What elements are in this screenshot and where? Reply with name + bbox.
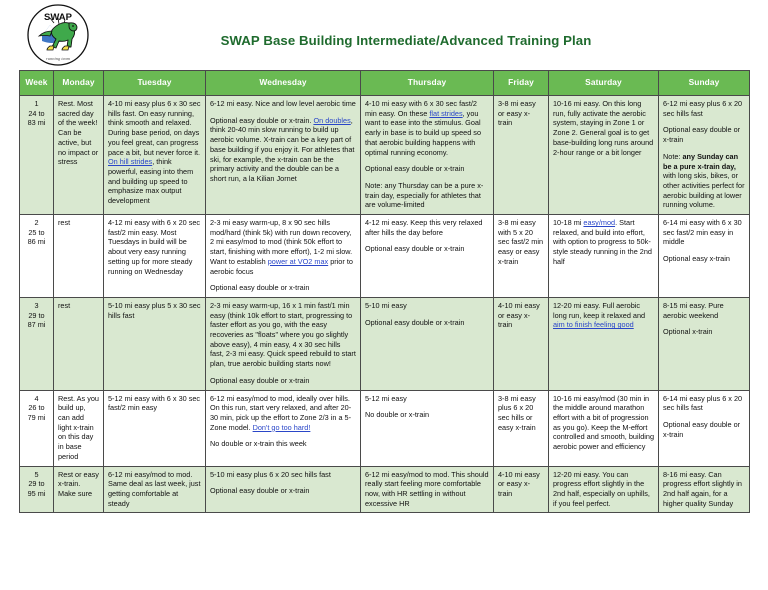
column-header-thursday: Thursday (361, 71, 494, 96)
week-mileage-low: 29 to (28, 310, 45, 320)
week-mileage-low: 25 to (28, 227, 45, 237)
saturday-text: 10-16 mi easy/mod (30 min in the middle around marathon effort with a bit of progression as you go). Keep the M-effort controlled and smooth, building aerobic power and efficiency (553, 393, 655, 452)
sunday-text-2: Optional easy double or x-train (663, 125, 741, 145)
sunday-note-emphasis: any Sunday can be a pure x-train day, (663, 151, 739, 171)
wednesday-cell (206, 297, 361, 390)
wednesday-text-1 (210, 218, 356, 276)
tuesday-text: 5-12 mi easy with 6 x 30 sec fast/2 min easy (108, 393, 201, 413)
sunday-text-1: 6-12 mi easy plus 6 x 20 sec hills fast (663, 99, 743, 118)
saturday-text (553, 301, 654, 330)
sunday-note-rest: with long skis, bikes, or other activities perfect for aerobic building at lower running volume. (663, 171, 745, 210)
friday-text: 4-10 mi easy or easy x-train (498, 300, 540, 330)
wednesday-text-1b: prior to aerobic focus (210, 256, 353, 276)
week-number: 5 (34, 469, 39, 479)
friday-cell (494, 215, 549, 298)
thursday-text-3: Note: any Thursday can be a pure x-train day, especially for athletes that are volume-limited (365, 180, 484, 210)
column-header-sunday: Sunday (659, 71, 750, 96)
wednesday-text-2: Optional easy double or x-train (210, 283, 310, 293)
table-header (20, 71, 750, 96)
wednesday-text-2 (210, 116, 356, 184)
week-mileage-high: 86 mi (27, 237, 46, 247)
dont-go-too-hard-link[interactable]: Don't go too hard! (252, 422, 311, 432)
saturday-text-a: 12-20 mi easy. Full aerobic long run, keep it relaxed and (553, 300, 646, 320)
week-cell (20, 96, 54, 215)
saturday-text-a: 10-18 mi (553, 218, 584, 228)
friday-text: 3-8 mi easy with 5 x 20 sec fast/2 min easy or easy x-train (498, 218, 544, 266)
tuesday-text-b: , think powerful, easing into them and building up speed to emphasize max output development (108, 157, 194, 206)
wednesday-text-2: Optional easy double or x-train (210, 486, 310, 496)
thursday-text-2: Optional easy double or x-train (365, 317, 465, 327)
week-mileage-low: 26 to (28, 403, 45, 413)
tuesday-text: 6-12 mi easy/mod to mod. Same deal as last week, just getting comfortable at steady (108, 469, 201, 508)
week-cell (20, 466, 54, 513)
aim-to-finish-feeling-good-link[interactable]: aim to finish feeling good (553, 320, 634, 330)
thursday-text-2: Optional easy double or x-train (365, 244, 465, 254)
monday-cell (54, 215, 104, 298)
tuesday-cell (104, 297, 206, 390)
sunday-text-1: 8-15 mi easy. Pure aerobic weekend (663, 300, 724, 320)
thursday-text-2: Optional easy double or x-train (365, 164, 465, 174)
sunday-text-1: 6-14 mi easy with 6 x 30 sec fast/2 min easy in middle (663, 218, 742, 247)
wednesday-text-1 (210, 394, 356, 433)
column-header-wednesday: Wednesday (206, 71, 361, 96)
column-header-tuesday: Tuesday (104, 71, 206, 96)
tuesday-text: 4-12 mi easy with 6 x 20 sec fast/2 min easy. Most Tuesdays in build will be about very easy running setting up for more steady running on Wednesday (108, 218, 201, 276)
table-row (20, 466, 750, 513)
wednesday-cell (206, 215, 361, 298)
friday-text: 4-10 mi easy or easy x-train (498, 469, 540, 498)
thursday-text-1b: , you want to ease into the stimulus. Goal early in base is to build up speed so that aerobic building happens with optimal running economy. (365, 108, 482, 157)
sunday-cell (659, 96, 750, 215)
wednesday-text-1a: 6-12 mi easy/mod to mod, ideally over hills. On this run, start very relaxed, and after 20-30 min, pick up the effort to Zone 2/3 in a 5-Zone model. (210, 393, 352, 432)
saturday-text-b: . Start relaxed, and build into effort, with option to progress to 50k-style steady running in the 2nd half (553, 218, 652, 266)
week-mileage-high: 95 mi (27, 488, 46, 498)
on-hill-strides-link[interactable]: On hill strides (108, 157, 153, 167)
training-plan-table-wrap (19, 70, 749, 513)
table-row (20, 96, 750, 215)
column-header-monday: Monday (54, 71, 104, 96)
week-mileage-high: 79 mi (27, 412, 46, 422)
friday-text: 3-8 mi easy plus 6 x 20 sec hills or easy x-train (498, 393, 536, 432)
tuesday-text (108, 99, 201, 206)
column-header-saturday: Saturday (549, 71, 659, 96)
logo-wordmark: SWAP (44, 12, 72, 23)
week-number: 2 (34, 218, 39, 228)
easy-mod-link[interactable]: easy/mod (583, 218, 616, 228)
sunday-text-3 (663, 152, 745, 210)
thursday-cell (361, 390, 494, 466)
saturday-text: 12-20 mi easy. You can progress effort slightly in the 2nd half, especially on uphills, if you feel perfect. (553, 469, 650, 508)
tuesday-cell (104, 215, 206, 298)
thursday-text-1 (365, 99, 489, 157)
table-header-row (20, 71, 750, 96)
wednesday-cell (206, 390, 361, 466)
thursday-cell (361, 297, 494, 390)
friday-cell (494, 297, 549, 390)
week-number: 4 (34, 393, 39, 403)
flat-strides-link[interactable]: flat strides (429, 108, 463, 118)
tuesday-cell (104, 390, 206, 466)
saturday-cell (549, 466, 659, 513)
table-body (20, 96, 750, 513)
training-plan-table (19, 70, 750, 513)
monday-text: Rest. As you build up, can add light x-train on this day in base period (58, 393, 99, 461)
thursday-text-1: 5-10 mi easy (365, 300, 407, 310)
wednesday-text-2a: Optional easy double or x-train. (210, 115, 314, 125)
sunday-text-2: Optional easy double or x-train (663, 419, 741, 439)
table-row (20, 390, 750, 466)
table-row (20, 215, 750, 298)
monday-text: Rest. Most sacred day of the week! Can be active, but no impact or stress (58, 99, 99, 167)
wednesday-text-2: Optional easy double or x-train (210, 375, 310, 385)
sunday-cell (659, 466, 750, 513)
friday-cell (494, 466, 549, 513)
monday-text: rest (58, 218, 71, 228)
wednesday-text-1: 2-3 mi easy warm-up, 16 x 1 min fast/1 min easy (think 10k effort to start, progressing to faster effort as you go, with the easy recoveries as "floats" where you go slightly above easy), 4 min easy, 4 x 30 sec hills fast, 2-3 mi easy. Quick speed rebuild to start plan, true aerobic building starts now! (210, 300, 356, 369)
week-mileage-high: 87 mi (27, 320, 46, 330)
monday-cell (54, 297, 104, 390)
wednesday-text-2: No double or x-train this week (210, 439, 307, 449)
page-title: SWAP Base Building Intermediate/Advanced Training Plan (220, 33, 592, 48)
sunday-cell (659, 215, 750, 298)
saturday-text: 10-16 mi easy. On this long run, fully activate the aerobic system, staying in Zone 1 or Zone 2. General goal is to get base-building long runs around 2-hour range or a bit longer (553, 99, 654, 157)
wednesday-text-2b: , think 20-40 min slow running to build up aerobic volume. X-train can be a key part of base building if you enjoy it. For athletes that ski, for example, the x-train can be the primary activity and the double can be a short run, a la Kilian Jornet (210, 115, 355, 183)
column-header-friday: Friday (494, 71, 549, 96)
monday-text: rest (58, 300, 71, 310)
week-mileage-high: 83 mi (27, 118, 46, 128)
thursday-cell (361, 96, 494, 215)
monday-cell (54, 96, 104, 215)
week-mileage-low: 29 to (28, 479, 45, 489)
wednesday-text-1: 5-10 mi easy plus 6 x 20 sec hills fast (210, 469, 331, 479)
thursday-text-1: 5-12 mi easy (365, 393, 407, 403)
friday-cell (494, 390, 549, 466)
tuesday-text: 5-10 mi easy plus 5 x 30 sec hills fast (108, 300, 201, 320)
sunday-note-label: Note: (663, 151, 683, 161)
saturday-cell (549, 96, 659, 215)
saturday-cell (549, 215, 659, 298)
monday-cell (54, 390, 104, 466)
sunday-cell (659, 390, 750, 466)
sunday-text-1: 6-14 mi easy plus 6 x 20 sec hills fast (663, 393, 743, 413)
monday-cell (54, 466, 104, 513)
saturday-cell (549, 297, 659, 390)
wednesday-text-1a: 2-3 mi easy warm-up, 8 x 90 sec hills mod/hard (think 5k) with run down recovery, 2 mi easy/mod to mod (think 50k effort to start, finishing with more effort), 1-2 mi slow. Want to establish (210, 218, 353, 266)
thursday-cell (361, 215, 494, 298)
week-cell (20, 215, 54, 298)
logo-subtext: running team (45, 56, 71, 61)
page-header (0, 0, 768, 68)
thursday-text-1a: 4-10 mi easy with 6 x 30 sec fast/2 min easy. On these (365, 99, 477, 118)
on-doubles-link[interactable]: On doubles (313, 115, 351, 125)
power-at-vo2-max-link[interactable]: power at VO2 max (267, 256, 329, 266)
table-row (20, 297, 750, 390)
tuesday-text-a: 4-10 mi easy plus 6 x 30 sec hills fast. On easy running, think smooth and relaxed. During base period, on days you feel great, can progress pace a bit, but never force it. (108, 99, 201, 157)
wednesday-cell (206, 466, 361, 513)
friday-cell (494, 96, 549, 215)
thursday-text-1: 6-12 mi easy/mod to mod. This should really start feeling more comfortable now, with HR settling in without excessive HR (365, 469, 489, 508)
week-number: 1 (34, 99, 39, 108)
saturday-text (553, 218, 654, 267)
wednesday-cell (206, 96, 361, 215)
wednesday-text-1: 6-12 mi easy. Nice and low level aerobic time (210, 99, 356, 108)
week-cell (20, 390, 54, 466)
thursday-text-2: No double or x-train (365, 410, 430, 420)
thursday-text-1: 4-12 mi easy. Keep this very relaxed after hills the day before (365, 218, 483, 237)
tuesday-cell (104, 96, 206, 215)
sunday-text-1: 8-16 mi easy. Can progress effort slightly in 2nd half again, for a higher quality Sunday (663, 469, 742, 508)
friday-text: 3-8 mi easy or easy x-train (498, 99, 536, 128)
week-mileage-low: 24 to (28, 108, 45, 118)
saturday-cell (549, 390, 659, 466)
monday-text: Rest or easy x-train. Make sure (58, 469, 99, 498)
week-number: 3 (34, 300, 39, 310)
sunday-text-2: Optional x-train (663, 327, 713, 337)
sunday-text-2: Optional easy x-train (663, 254, 730, 264)
sunday-cell (659, 297, 750, 390)
column-header-week: Week (20, 71, 54, 96)
thursday-cell (361, 466, 494, 513)
tuesday-cell (104, 466, 206, 513)
week-cell (20, 297, 54, 390)
